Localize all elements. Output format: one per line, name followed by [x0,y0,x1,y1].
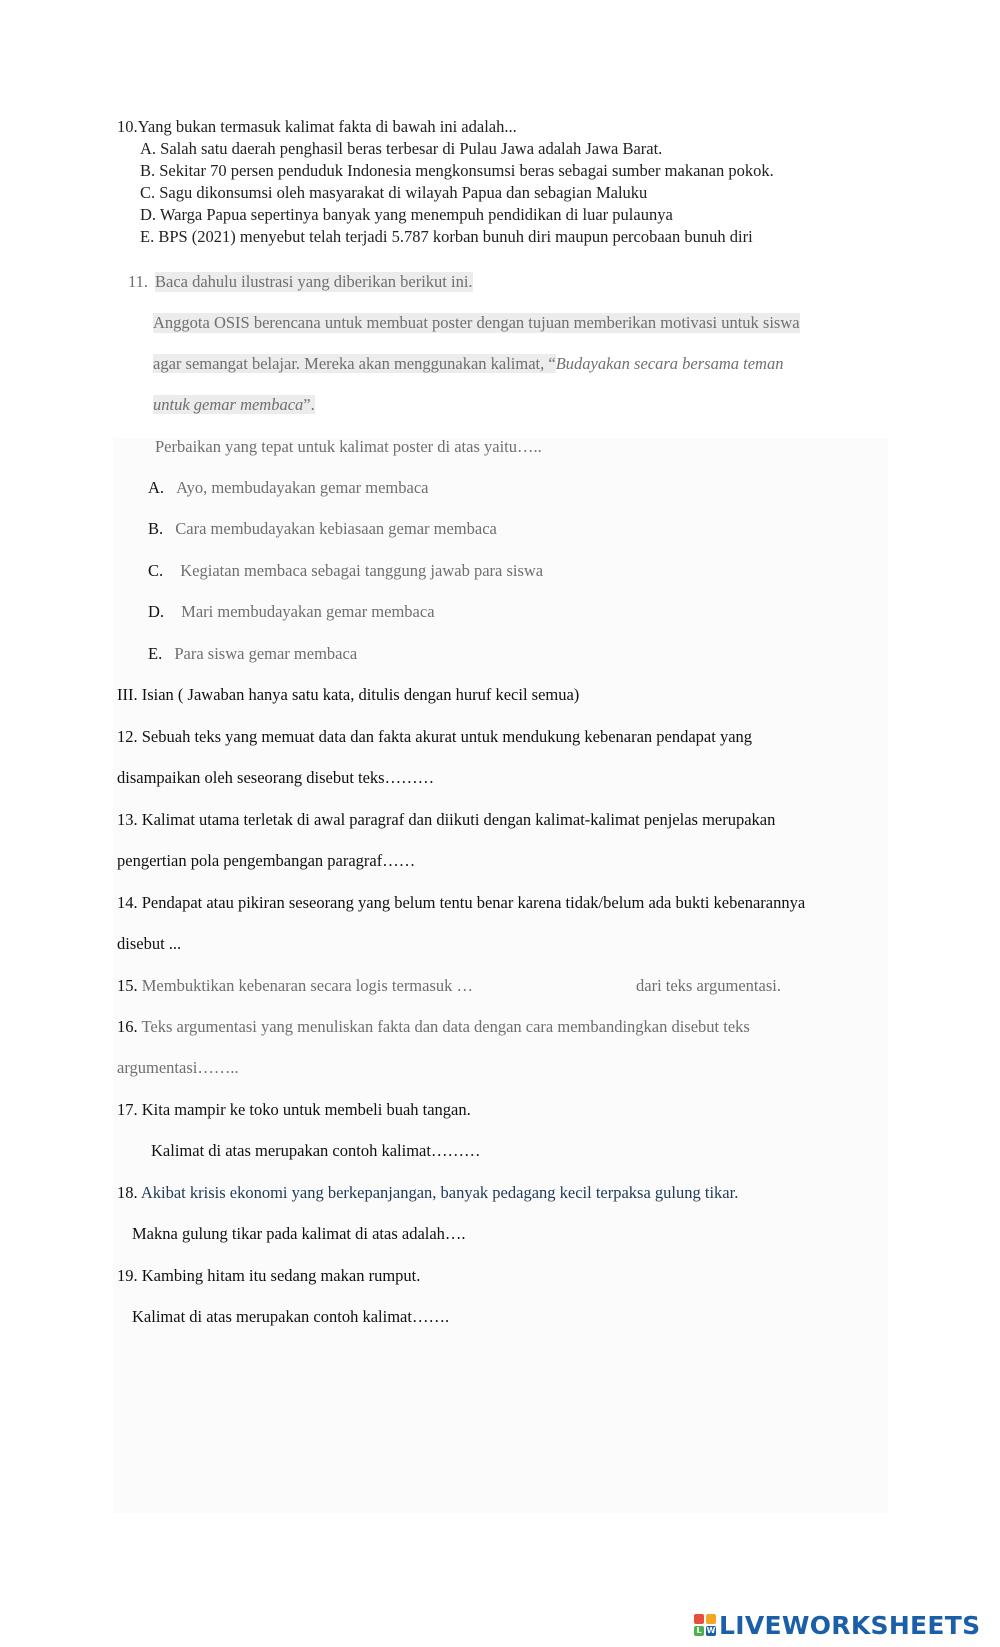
q16-line2: argumentasi…….. [117,1058,239,1077]
q11-prompt: Perbaikan yang tepat untuk kalimat poster di atas yaitu….. [155,437,542,456]
logo-mark-square [694,1614,704,1624]
q11-option-text: Cara membudayakan kebiasaan gemar membaca [175,519,497,538]
q11-passage-line3-end: ”. [303,395,315,414]
q10-question: 10.Yang bukan termasuk kalimat fakta di bawah ini adalah... [117,117,517,136]
q11-poster-sentence-part2: untuk gemar membaca [153,395,304,414]
q18-line2: Makna gulung tikar pada kalimat di atas adalah…. [132,1224,466,1243]
q19-line1: 19. Kambing hitam itu sedang makan rumput. [117,1266,421,1285]
logo-mark-square: L [694,1626,704,1636]
section-3-heading: III. Isian ( Jawaban hanya satu kata, ditulis dengan huruf kecil semua) [117,685,580,704]
q15-number: 15. [117,976,138,995]
q18-line1 [117,1183,738,1203]
q16-text: Teks argumentasi yang menuliskan fakta dan data dengan cara membandingkan disebut teks [141,1017,750,1036]
q13-line2: pengertian pola pengembangan paragraf…… [117,851,416,870]
q11-passage-line1: Anggota OSIS berencana untuk membuat poster dengan tujuan memberikan motivasi untuk siswa [153,313,800,332]
q10-option-b: B. Sekitar 70 persen penduduk Indonesia mengkonsumsi beras sebagai sumber makanan pokok. [140,161,774,180]
q15-text-b: dari teks argumentasi. [636,976,781,995]
q11-intro: Baca dahulu ilustrasi yang diberikan berikut ini. [155,272,473,291]
q11-option-text: Ayo, membudayakan gemar membaca [176,478,429,497]
q11-option-letter: D. [148,602,165,621]
q16-number: 16. [117,1017,138,1036]
q19-line2: Kalimat di atas merupakan contoh kalimat……. [132,1307,450,1326]
q11-number: 11. [128,272,149,291]
q11-option-letter: C. [148,561,164,580]
q11-option-letter: B. [148,519,164,538]
q15-text-a: Membuktikan kebenaran secara logis termasuk … [141,976,474,995]
q12-line1: 12. Sebuah teks yang memuat data dan fakta akurat untuk mendukung kebenaran pendapat yang [117,727,753,746]
q17-line2: Kalimat di atas merupakan contoh kalimat……… [151,1141,481,1160]
liveworksheets-logo[interactable] [694,1610,980,1640]
q11-option-b [148,519,497,539]
q10-option-a: A. Salah satu daerah penghasil beras terbesar di Pulau Jawa adalah Jawa Barat. [140,139,663,158]
q11-passage-line3 [153,395,315,415]
q11-option-text: Mari membudayakan gemar membaca [181,602,435,621]
logo-text: LIVEWORKSHEETS [719,1610,981,1640]
q14-line1: 14. Pendapat atau pikiran seseorang yang belum tentu benar karena tidak/belum ada bukti kebenarannya [117,893,806,912]
q11-option-c [148,561,543,581]
q11-poster-sentence-part1: Budayakan secara bersama teman [555,354,784,373]
q10-option-c: C. Sagu dikonsumsi oleh masyarakat di wilayah Papua dan sebagian Maluku [140,183,648,202]
q18-number: 18. [117,1183,138,1202]
q16-line1 [117,1017,750,1037]
q11-option-text: Para siswa gemar membaca [174,644,358,663]
q11-option-letter: E. [148,644,163,663]
q17-line1: 17. Kita mampir ke toko untuk membeli buah tangan. [117,1100,471,1119]
q11-option-text: Kegiatan membaca sebagai tanggung jawab para siswa [180,561,544,580]
q11-passage-line2-text: agar semangat belajar. Mereka akan menggunakan kalimat, “ [153,354,556,373]
q11-passage-line2 [153,354,783,374]
q18-text: Akibat krisis ekonomi yang berkepanjangan, banyak pedagang kecil terpaksa gulung tikar. [140,1183,739,1202]
q11-option-a [148,478,428,498]
q13-line1: 13. Kalimat utama terletak di awal paragraf dan diikuti dengan kalimat-kalimat penjelas merupakan [117,810,776,829]
q10-option-e: E. BPS (2021) menyebut telah terjadi 5.787 korban bunuh diri maupun percobaan bunuh diri [140,227,753,246]
q12-line2: disampaikan oleh seseorang disebut teks……… [117,768,435,787]
q14-line2: disebut ... [117,934,182,953]
q15 [117,976,473,996]
q11-option-letter: A. [148,478,165,497]
q10-option-d: D. Warga Papua sepertinya banyak yang menempuh pendidikan di luar pulaunya [140,205,673,224]
q11-option-e [148,644,357,664]
q11-option-d [148,602,435,622]
logo-mark-icon [694,1614,716,1636]
logo-mark-square: W [706,1626,716,1635]
logo-mark-square [706,1614,716,1624]
